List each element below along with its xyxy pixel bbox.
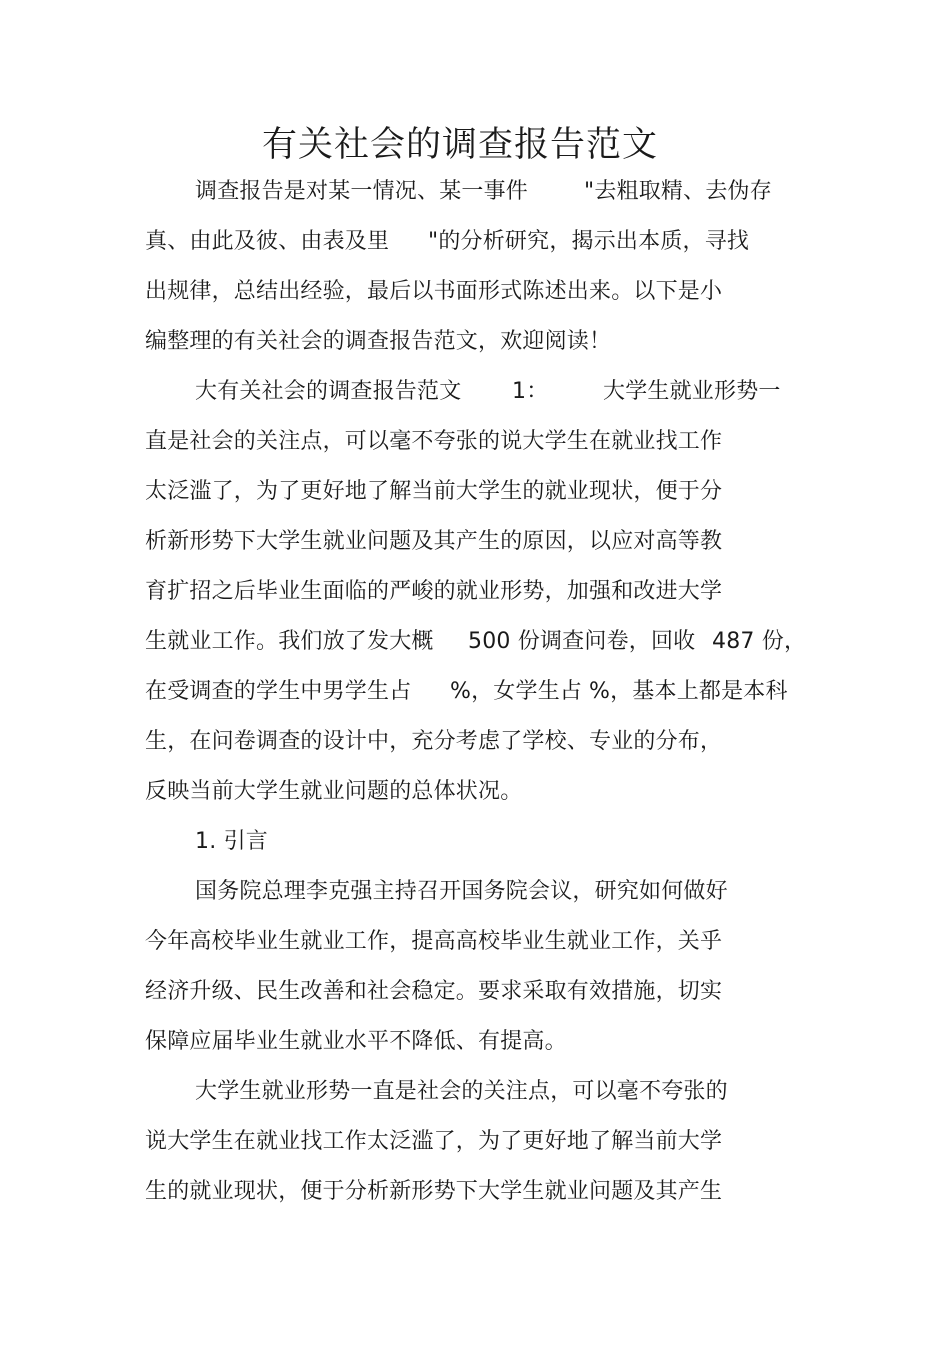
- text-segment: 生就业工作。我们放了发大概: [145, 629, 434, 654]
- paragraph-line: 反映当前大学生就业问题的总体状况。: [145, 779, 523, 804]
- paragraph-line: 保障应届毕业生就业水平不降低、有提高。: [145, 1029, 567, 1054]
- paragraph-line: 出规律，总结出经验，最后以书面形式陈述出来。以下是小: [145, 279, 723, 304]
- paragraph-line: 编整理的有关社会的调查报告范文，欢迎阅读！: [145, 329, 612, 354]
- text-segment: "的分析研究，揭示出本质，寻找: [428, 229, 750, 254]
- paragraph-line: 大学生就业形势一直是社会的关注点，可以毫不夸张的: [195, 1079, 728, 1104]
- text-segment: 487 份，: [712, 629, 807, 654]
- paragraph-line: 国务院总理李克强主持召开国务院会议，研究如何做好: [195, 879, 728, 904]
- paragraph-line: 生的就业现状，便于分析新形势下大学生就业问题及其产生: [145, 1179, 723, 1204]
- paragraph-line: 析新形势下大学生就业问题及其产生的原因，以应对高等教: [145, 529, 723, 554]
- paragraph-line: 太泛滥了，为了更好地了解当前大学生的就业现状，便于分: [145, 479, 723, 504]
- paragraph-line: 生，在问卷调查的设计中，充分考虑了学校、专业的分布，: [145, 729, 723, 754]
- text-segment: "去粗取精、去伪存: [584, 179, 772, 204]
- text-segment: 大学生就业形势一: [603, 379, 781, 404]
- paragraph-line: 说大学生在就业找工作太泛滥了，为了更好地了解当前大学: [145, 1129, 723, 1154]
- text-segment: 大有关社会的调查报告范文: [195, 379, 462, 404]
- section-heading: 1. 引言: [195, 829, 268, 854]
- document-title: 有关社会的调查报告范文: [261, 125, 658, 165]
- paragraph-line: 育扩招之后毕业生面临的严峻的就业形势，加强和改进大学: [145, 579, 723, 604]
- text-segment: 真、由此及彼、由表及里: [145, 229, 390, 254]
- text-segment: 1：: [512, 379, 549, 404]
- text-segment: %，基本上都是本科: [589, 679, 788, 704]
- paragraph-line: 经济升级、民生改善和社会稳定。要求采取有效措施，切实: [145, 979, 723, 1004]
- text-segment: 调查报告是对某一情况、某一事件: [195, 179, 529, 204]
- paragraph-line: 直是社会的关注点，可以毫不夸张的说大学生在就业找工作: [145, 429, 723, 454]
- paragraph-line: 今年高校毕业生就业工作，提高高校毕业生就业工作，关乎: [145, 929, 723, 954]
- text-segment: 在受调查的学生中男学生占: [145, 679, 412, 704]
- text-segment: 500 份调查问卷，回收: [468, 629, 696, 654]
- text-segment: %，女学生占: [450, 679, 583, 704]
